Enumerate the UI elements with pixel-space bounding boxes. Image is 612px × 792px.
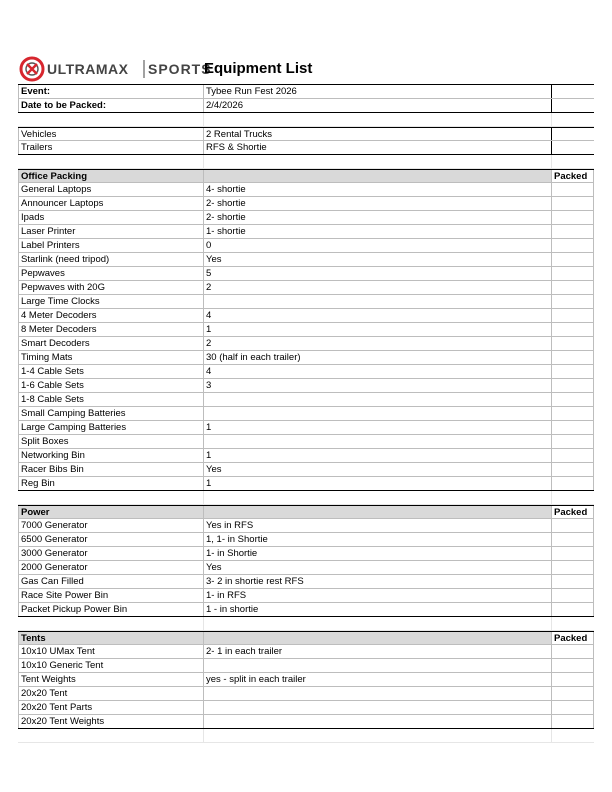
equipment-row bbox=[18, 449, 594, 463]
event-info-row-packed bbox=[552, 99, 594, 112]
equipment-row-label: 2000 Generator bbox=[18, 561, 204, 574]
equipment-row-value bbox=[204, 701, 552, 714]
equipment-row-label: Laser Printer bbox=[18, 225, 204, 238]
equipment-row-label: Gas Can Filled bbox=[18, 575, 204, 588]
equipment-row-packed bbox=[552, 281, 594, 294]
equipment-row-packed bbox=[552, 421, 594, 434]
equipment-row-packed bbox=[552, 183, 594, 196]
blank-row-packed bbox=[552, 729, 594, 742]
equipment-row-label: 1-8 Cable Sets bbox=[18, 393, 204, 406]
equipment-row bbox=[18, 603, 594, 617]
equipment-row-value: 1 - in shortie bbox=[204, 603, 552, 616]
title-row bbox=[18, 54, 594, 85]
equipment-row-value: Yes bbox=[204, 561, 552, 574]
equipment-row-value: 1- in RFS bbox=[204, 589, 552, 602]
equipment-row-value: yes - split in each trailer bbox=[204, 673, 552, 686]
event-info-row-value: 2/4/2026 bbox=[204, 99, 552, 112]
blank-row bbox=[18, 113, 594, 127]
equipment-row bbox=[18, 239, 594, 253]
equipment-row-packed bbox=[552, 323, 594, 336]
equipment-row-label: 3000 Generator bbox=[18, 547, 204, 560]
equipment-row-packed bbox=[552, 309, 594, 322]
blank-row bbox=[18, 491, 594, 505]
blank-row-label bbox=[18, 155, 204, 168]
equipment-row bbox=[18, 211, 594, 225]
equipment-row bbox=[18, 533, 594, 547]
blank-row-packed bbox=[552, 113, 594, 126]
equipment-row-value: 3- 2 in shortie rest RFS bbox=[204, 575, 552, 588]
table-body bbox=[18, 85, 594, 743]
equipment-row-label: Announcer Laptops bbox=[18, 197, 204, 210]
equipment-row-packed bbox=[552, 687, 594, 700]
equipment-row-packed bbox=[552, 477, 594, 490]
section-header-value bbox=[204, 170, 552, 182]
event-info-row-value: Tybee Run Fest 2026 bbox=[204, 85, 552, 98]
equipment-row-label: Smart Decoders bbox=[18, 337, 204, 350]
blank-row-label bbox=[18, 491, 204, 504]
equipment-row bbox=[18, 701, 594, 715]
equipment-row bbox=[18, 435, 594, 449]
equipment-row-value: 2 bbox=[204, 281, 552, 294]
equipment-row-value bbox=[204, 407, 552, 420]
equipment-row-label: Race Site Power Bin bbox=[18, 589, 204, 602]
equipment-row-value: Yes bbox=[204, 253, 552, 266]
equipment-row bbox=[18, 337, 594, 351]
section-header-label: Tents bbox=[18, 632, 204, 644]
equipment-row-label: 7000 Generator bbox=[18, 519, 204, 532]
event-info-row bbox=[18, 85, 594, 99]
equipment-row bbox=[18, 225, 594, 239]
equipment-row bbox=[18, 589, 594, 603]
equipment-row-value: 0 bbox=[204, 239, 552, 252]
equipment-row bbox=[18, 547, 594, 561]
equipment-row-packed bbox=[552, 295, 594, 308]
equipment-row-packed bbox=[552, 659, 594, 672]
equipment-row-value bbox=[204, 715, 552, 728]
equipment-row-label: 20x20 Tent Parts bbox=[18, 701, 204, 714]
equipment-row-value: 30 (half in each trailer) bbox=[204, 351, 552, 364]
equipment-row-value: 1- in Shortie bbox=[204, 547, 552, 560]
equipment-row-packed bbox=[552, 393, 594, 406]
section-header-label: Power bbox=[18, 506, 204, 518]
equipment-row-label: 10x10 Generic Tent bbox=[18, 659, 204, 672]
transport-row-label: Trailers bbox=[18, 141, 204, 154]
equipment-row-packed bbox=[552, 435, 594, 448]
equipment-row-label: 6500 Generator bbox=[18, 533, 204, 546]
transport-row bbox=[18, 127, 594, 141]
brand-logo bbox=[18, 54, 212, 84]
equipment-row-label: 20x20 Tent Weights bbox=[18, 715, 204, 728]
section-header bbox=[18, 505, 594, 519]
blank-row-value bbox=[204, 155, 552, 168]
equipment-row bbox=[18, 407, 594, 421]
equipment-row bbox=[18, 645, 594, 659]
equipment-row bbox=[18, 463, 594, 477]
transport-row bbox=[18, 141, 594, 155]
blank-row-label bbox=[18, 617, 204, 630]
equipment-row-packed bbox=[552, 267, 594, 280]
section-header bbox=[18, 631, 594, 645]
equipment-row-label: Large Camping Batteries bbox=[18, 421, 204, 434]
equipment-row-packed bbox=[552, 547, 594, 560]
transport-row-value: RFS & Shortie bbox=[204, 141, 552, 154]
equipment-row-label: 1-6 Cable Sets bbox=[18, 379, 204, 392]
equipment-row-value: 3 bbox=[204, 379, 552, 392]
equipment-row bbox=[18, 575, 594, 589]
equipment-row-label: Large Time Clocks bbox=[18, 295, 204, 308]
equipment-row-value: 1 bbox=[204, 449, 552, 462]
equipment-row-packed bbox=[552, 239, 594, 252]
equipment-row-value: 5 bbox=[204, 267, 552, 280]
section-header-packed: Packed bbox=[552, 632, 594, 644]
equipment-row-label: Pepwaves bbox=[18, 267, 204, 280]
equipment-row-value: 2 bbox=[204, 337, 552, 350]
equipment-row-label: 20x20 Tent bbox=[18, 687, 204, 700]
equipment-row-value: 2- 1 in each trailer bbox=[204, 645, 552, 658]
equipment-row bbox=[18, 253, 594, 267]
equipment-row-label: Label Printers bbox=[18, 239, 204, 252]
equipment-row-label: Packet Pickup Power Bin bbox=[18, 603, 204, 616]
event-info-row bbox=[18, 99, 594, 113]
equipment-row-value bbox=[204, 393, 552, 406]
blank-row-value bbox=[204, 729, 552, 742]
equipment-row-value bbox=[204, 659, 552, 672]
equipment-row-packed bbox=[552, 211, 594, 224]
equipment-row-packed bbox=[552, 407, 594, 420]
blank-row-packed bbox=[552, 155, 594, 168]
equipment-row-packed bbox=[552, 673, 594, 686]
equipment-row-value: 2- shortie bbox=[204, 197, 552, 210]
equipment-row bbox=[18, 561, 594, 575]
equipment-row-value: 1 bbox=[204, 477, 552, 490]
equipment-row bbox=[18, 323, 594, 337]
equipment-row-packed bbox=[552, 197, 594, 210]
blank-row-packed bbox=[552, 491, 594, 504]
equipment-row-value bbox=[204, 295, 552, 308]
equipment-row bbox=[18, 183, 594, 197]
equipment-row-value: 1, 1- in Shortie bbox=[204, 533, 552, 546]
equipment-row-value: 1 bbox=[204, 421, 552, 434]
logo-brand-left: ULTRAMAX bbox=[47, 61, 129, 77]
equipment-row bbox=[18, 281, 594, 295]
equipment-row-label: Split Boxes bbox=[18, 435, 204, 448]
equipment-row-packed bbox=[552, 379, 594, 392]
blank-row bbox=[18, 617, 594, 631]
equipment-row-label: Networking Bin bbox=[18, 449, 204, 462]
equipment-row bbox=[18, 421, 594, 435]
equipment-row bbox=[18, 309, 594, 323]
equipment-row-packed bbox=[552, 603, 594, 616]
equipment-row-value: Yes in RFS bbox=[204, 519, 552, 532]
equipment-row bbox=[18, 267, 594, 281]
equipment-row-value: 4- shortie bbox=[204, 183, 552, 196]
equipment-row-value: 4 bbox=[204, 365, 552, 378]
equipment-row-packed bbox=[552, 351, 594, 364]
equipment-row bbox=[18, 715, 594, 729]
equipment-sheet bbox=[18, 54, 594, 743]
blank-row-value bbox=[204, 617, 552, 630]
equipment-row-value: 4 bbox=[204, 309, 552, 322]
equipment-row bbox=[18, 687, 594, 701]
equipment-row-packed bbox=[552, 701, 594, 714]
equipment-row-label: 4 Meter Decoders bbox=[18, 309, 204, 322]
equipment-row bbox=[18, 519, 594, 533]
section-header-label: Office Packing bbox=[18, 170, 204, 182]
equipment-row-packed bbox=[552, 365, 594, 378]
equipment-row-packed bbox=[552, 715, 594, 728]
page-title: Equipment List bbox=[204, 60, 313, 77]
equipment-row bbox=[18, 393, 594, 407]
blank-row-label bbox=[18, 729, 204, 742]
section-header-value bbox=[204, 632, 552, 644]
transport-row-label: Vehicles bbox=[18, 128, 204, 140]
section-header-packed: Packed bbox=[552, 170, 594, 182]
equipment-row bbox=[18, 379, 594, 393]
equipment-row-packed bbox=[552, 645, 594, 658]
equipment-row-label: Tent Weights bbox=[18, 673, 204, 686]
transport-row-value: 2 Rental Trucks bbox=[204, 128, 552, 140]
equipment-row-label: General Laptops bbox=[18, 183, 204, 196]
equipment-row-label: Timing Mats bbox=[18, 351, 204, 364]
equipment-row-label: Pepwaves with 20G bbox=[18, 281, 204, 294]
blank-row-value bbox=[204, 113, 552, 126]
section-header-packed: Packed bbox=[552, 506, 594, 518]
equipment-row-value bbox=[204, 687, 552, 700]
blank-row-value bbox=[204, 491, 552, 504]
equipment-row-packed bbox=[552, 589, 594, 602]
logo-brand-right: SPORTS bbox=[148, 61, 212, 77]
equipment-row-packed bbox=[552, 449, 594, 462]
equipment-row-packed bbox=[552, 575, 594, 588]
equipment-row-value: 1 bbox=[204, 323, 552, 336]
equipment-row bbox=[18, 351, 594, 365]
equipment-row-packed bbox=[552, 463, 594, 476]
equipment-row bbox=[18, 477, 594, 491]
equipment-row bbox=[18, 197, 594, 211]
transport-row-packed bbox=[552, 141, 594, 154]
equipment-row-packed bbox=[552, 337, 594, 350]
ultramax-logo-icon bbox=[18, 56, 212, 82]
equipment-row-label: Starlink (need tripod) bbox=[18, 253, 204, 266]
event-info-row-label: Event: bbox=[18, 85, 204, 98]
equipment-row bbox=[18, 659, 594, 673]
transport-row-packed bbox=[552, 128, 594, 140]
equipment-row-label: 8 Meter Decoders bbox=[18, 323, 204, 336]
equipment-row-packed bbox=[552, 253, 594, 266]
equipment-row bbox=[18, 673, 594, 687]
section-header bbox=[18, 169, 594, 183]
equipment-row-value: 2- shortie bbox=[204, 211, 552, 224]
equipment-row-label: 10x10 UMax Tent bbox=[18, 645, 204, 658]
equipment-row-packed bbox=[552, 561, 594, 574]
section-header-value bbox=[204, 506, 552, 518]
event-info-row-packed bbox=[552, 85, 594, 98]
equipment-row-value bbox=[204, 435, 552, 448]
blank-row bbox=[18, 729, 594, 743]
equipment-row-packed bbox=[552, 519, 594, 532]
equipment-row-value: Yes bbox=[204, 463, 552, 476]
blank-row-label bbox=[18, 113, 204, 126]
equipment-row-label: Racer Bibs Bin bbox=[18, 463, 204, 476]
equipment-row-label: Reg Bin bbox=[18, 477, 204, 490]
equipment-row-value: 1- shortie bbox=[204, 225, 552, 238]
equipment-row-packed bbox=[552, 533, 594, 546]
equipment-row bbox=[18, 295, 594, 309]
equipment-row bbox=[18, 365, 594, 379]
blank-row bbox=[18, 155, 594, 169]
equipment-row-label: Ipads bbox=[18, 211, 204, 224]
equipment-row-label: Small Camping Batteries bbox=[18, 407, 204, 420]
event-info-row-label: Date to be Packed: bbox=[18, 99, 204, 112]
blank-row-packed bbox=[552, 617, 594, 630]
equipment-row-label: 1-4 Cable Sets bbox=[18, 365, 204, 378]
equipment-row-packed bbox=[552, 225, 594, 238]
